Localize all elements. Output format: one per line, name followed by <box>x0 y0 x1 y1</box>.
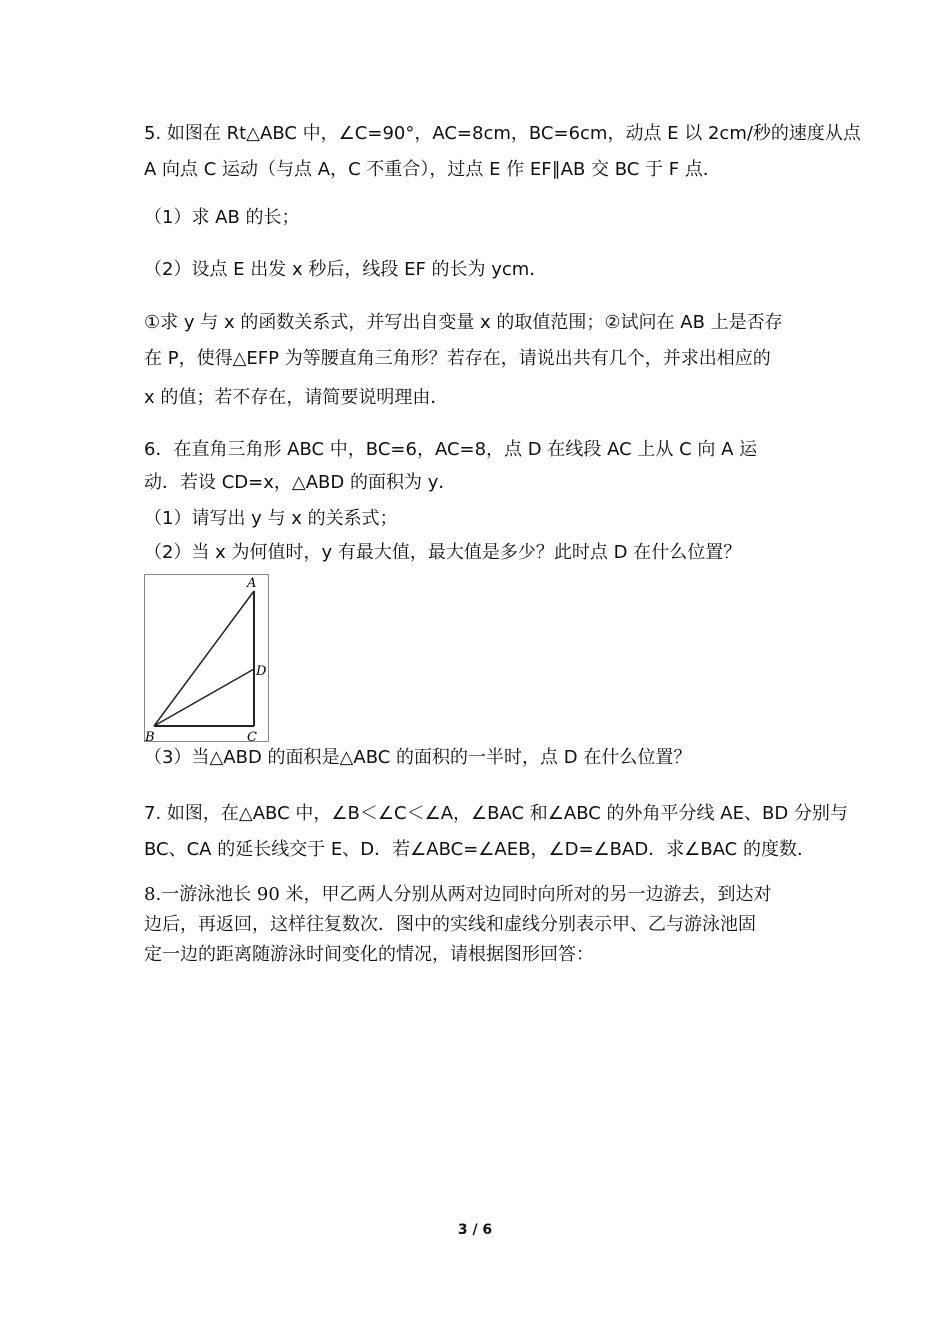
p6-part2: （2）当 x 为何值时，y 有最大值，最大值是多少？此时点 D 在什么位置？ <box>144 542 742 563</box>
p5-sub3: x 的值；若不存在，请简要说明理由． <box>144 387 449 408</box>
p6-line2: 动．若设 CD=x，△ABD 的面积为 y． <box>144 472 457 493</box>
p5-part2: （2）设点 E 出发 x 秒后，线段 EF 的长为 ycm． <box>144 259 548 280</box>
label-a: A <box>247 576 257 591</box>
label-d: D <box>256 664 267 679</box>
segment-bd <box>154 669 254 726</box>
p8-line1: 8.一游泳池长 90 米，甲乙两人分别从两对边同时向所对的另一边游去，到达对 <box>144 884 772 905</box>
page-number: 3 / 6 <box>457 1222 493 1238</box>
p5-sub1: ①求 y 与 x 的函数关系式，并写出自变量 x 的取值范围；②试问在 AB 上是否存 <box>144 312 783 333</box>
label-c: C <box>247 730 257 743</box>
triangle-figure <box>144 574 269 742</box>
p5-line2: A 向点 C 运动（与点 A，C 不重合），过点 E 作 EF∥AB 交 BC 于 F 点． <box>144 159 721 180</box>
p6-part1: （1）请写出 y 与 x 的关系式； <box>144 508 398 529</box>
p7-line2: BC、CA 的延长线交于 E、D．若∠ABC=∠AEB，∠D=∠BAD．求∠BAC 的度数． <box>144 839 815 860</box>
p7-line1: 7. 如图，在△ABC 中，∠B＜∠C＜∠A，∠BAC 和∠ABC 的外角平分线 AE、BD 分别与 <box>144 803 848 824</box>
p8-line3: 定一边的距离随游泳时间变化的情况，请根据图形回答： <box>144 944 594 965</box>
label-b: B <box>145 730 155 743</box>
segment-ab <box>154 591 254 726</box>
triangle-diagram <box>145 575 270 743</box>
p6-part3: （3）当△ABD 的面积是△ABC 的面积的一半时，点 D 在什么位置？ <box>144 747 692 768</box>
p5-sub2: 在 P，使得△EFP 为等腰直角三角形？若存在，请说出共有几个，并求出相应的 <box>144 348 771 369</box>
p5-line1: 5. 如图在 Rt△ABC 中，∠C=90°，AC=8cm，BC=6cm，动点 E 以 2cm/秒的速度从点 <box>144 123 861 144</box>
p5-part1: （1）求 AB 的长； <box>144 207 300 228</box>
p8-line2: 边后，再返回，这样往复数次．图中的实线和虚线分别表示甲、乙与游泳池固 <box>144 914 756 935</box>
p6-line1: 6．在直角三角形 ABC 中，BC=6，AC=8，点 D 在线段 AC 上从 C 向 A 运 <box>144 439 758 460</box>
